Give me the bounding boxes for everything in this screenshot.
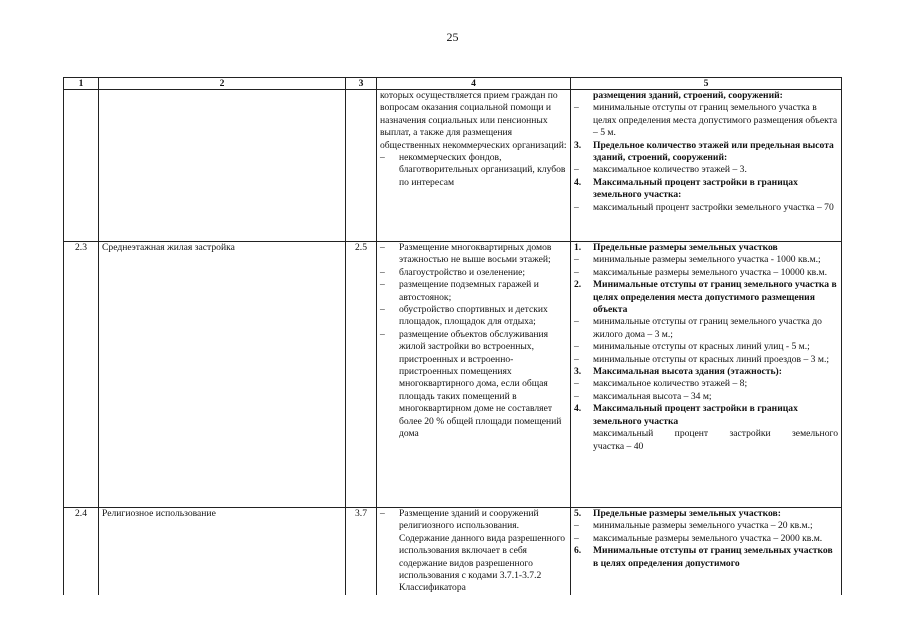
use-parameters: [571, 242, 842, 508]
parameter-item: – максимальные размеры земельного участка – 10000 кв.м.: [574, 267, 838, 279]
parameter-number: 2.: [574, 279, 582, 291]
parameter-heading-text: Минимальные отступы от границ земельных участков в целях определения допустимого: [593, 545, 833, 569]
parameter-number: 5.: [574, 508, 582, 519]
use-description: [377, 90, 571, 242]
use-code: 3.7: [346, 508, 377, 595]
header-col-1: 1: [64, 78, 99, 90]
parameter-heading: [574, 177, 838, 202]
parameter-heading-text: Максимальная высота здания (этажность):: [593, 366, 782, 378]
parameter-heading: [574, 366, 838, 378]
table-header-row: [64, 78, 842, 90]
parameter-number: 4.: [574, 176, 582, 188]
parameter-item: – минимальные размеры земельного участка - 1000 кв.м.;: [574, 254, 838, 266]
parameter-heading: [574, 403, 838, 428]
parameter-item: – минимальные отступы от красных линий проездов – 3 м.;: [574, 354, 838, 366]
use-name: Религиозное использование: [99, 508, 346, 595]
parameter-number: 6.: [574, 545, 582, 557]
parameter-item: – максимальное количество этажей – 3.: [574, 164, 838, 176]
parameter-item: максимальный процент застройки земельного: [593, 428, 838, 440]
parameter-heading: размещения зданий, строений, сооружений:: [593, 90, 783, 101]
description-item: – размещение подземных гаражей и автостоянок;: [380, 279, 567, 304]
parameter-number: 3.: [574, 139, 582, 151]
header-col-4: 4: [377, 78, 571, 90]
use-name: [99, 90, 346, 242]
header-col-2: 2: [99, 78, 346, 90]
parameter-item: – максимальный процент застройки земельного участка – 70: [574, 202, 838, 214]
parameter-heading: [574, 279, 838, 316]
description-item: – размещение объектов обслуживания жилой застройки во встроенных, пристроенных и встроенно-пристроенных помещениях многоквартирного дома, если общая площадь таких помещений в многоквартирном доме не составляет более 20 % общей площади помещений дома: [380, 329, 567, 441]
parameter-item: – минимальные отступы от границ земельного участка в целях определения места допустимого размещения объекта – 5 м.: [574, 102, 838, 139]
parameter-item: – минимальные отступы от красных линий улиц - 5 м.;: [574, 341, 838, 353]
parameter-heading-text: Предельное количество этажей или предельная высота зданий, строений, сооружений:: [593, 139, 834, 164]
description-item: – некоммерческих фондов, благотворительных организаций, клубов по интересам: [380, 152, 567, 189]
table-row: [64, 242, 842, 508]
parameter-item: – максимальное количество этажей – 8;: [574, 378, 838, 390]
parameter-heading-text: Максимальный процент застройки в границах земельного участка:: [593, 176, 798, 201]
parameter-heading: [574, 508, 838, 520]
parameter-item: – минимальные размеры земельного участка – 20 кв.м.;: [574, 520, 838, 532]
parameter-heading: [574, 242, 838, 254]
parameter-heading-text: Предельные размеры земельных участков:: [593, 508, 781, 519]
use-code: [346, 90, 377, 242]
description-item: – Размещение многоквартирных домов этажностью не выше восьми этажей;: [380, 242, 567, 267]
description-item: – Размещение зданий и сооружений религиозного использования. Содержание данного вида разрешенного использования включает в себя содержание видов разрешенного использования с кодами 3.7.1-3.7.2 Классификатора: [380, 508, 567, 595]
parameter-item: участка – 40: [593, 440, 644, 452]
row-number: 2.3: [64, 242, 99, 508]
use-code: 2.5: [346, 242, 377, 508]
description-item: – обустройство спортивных и детских площадок, площадок для отдыха;: [380, 304, 567, 329]
parameter-heading-text: Максимальный процент застройки в границах земельного участка: [593, 403, 798, 427]
use-parameters: [571, 508, 842, 595]
use-description: [377, 242, 571, 508]
row-number: 2.4: [64, 508, 99, 595]
parameter-number: 3.: [574, 366, 582, 378]
use-parameters: [571, 90, 842, 242]
parameter-heading-text: Предельные размеры земельных участков: [593, 242, 778, 253]
header-col-5: 5: [571, 78, 842, 90]
table-row: [64, 90, 842, 242]
header-col-3: 3: [346, 78, 377, 90]
parameter-item: – максимальная высота – 34 м;: [574, 391, 838, 403]
page-number: 25: [446, 30, 459, 44]
description-text: которых осуществляется прием граждан по вопросам оказания социальной помощи и назначения социальных или пенсионных выплат, а также для размещения общественных некоммерческих организаций:: [380, 90, 567, 151]
parameter-heading: [574, 545, 838, 570]
table-row: [64, 508, 842, 595]
parameter-number: 4.: [574, 403, 582, 415]
parameter-number: 1.: [574, 242, 582, 253]
use-name: Среднеэтажная жилая застройка: [99, 242, 346, 508]
land-use-table: [63, 77, 842, 595]
use-description: [377, 508, 571, 595]
parameter-item: – максимальные размеры земельного участка – 2000 кв.м.: [574, 533, 838, 545]
parameter-item: – минимальные отступы от границ земельного участка до жилого дома – 3 м.;: [574, 316, 838, 341]
parameter-heading: [574, 140, 838, 165]
row-number: [64, 90, 99, 242]
parameter-heading-text: Минимальные отступы от границ земельного участка в целях определения места допустимого размещения объекта: [593, 279, 837, 316]
description-item: – благоустройство и озеленение;: [380, 267, 567, 279]
